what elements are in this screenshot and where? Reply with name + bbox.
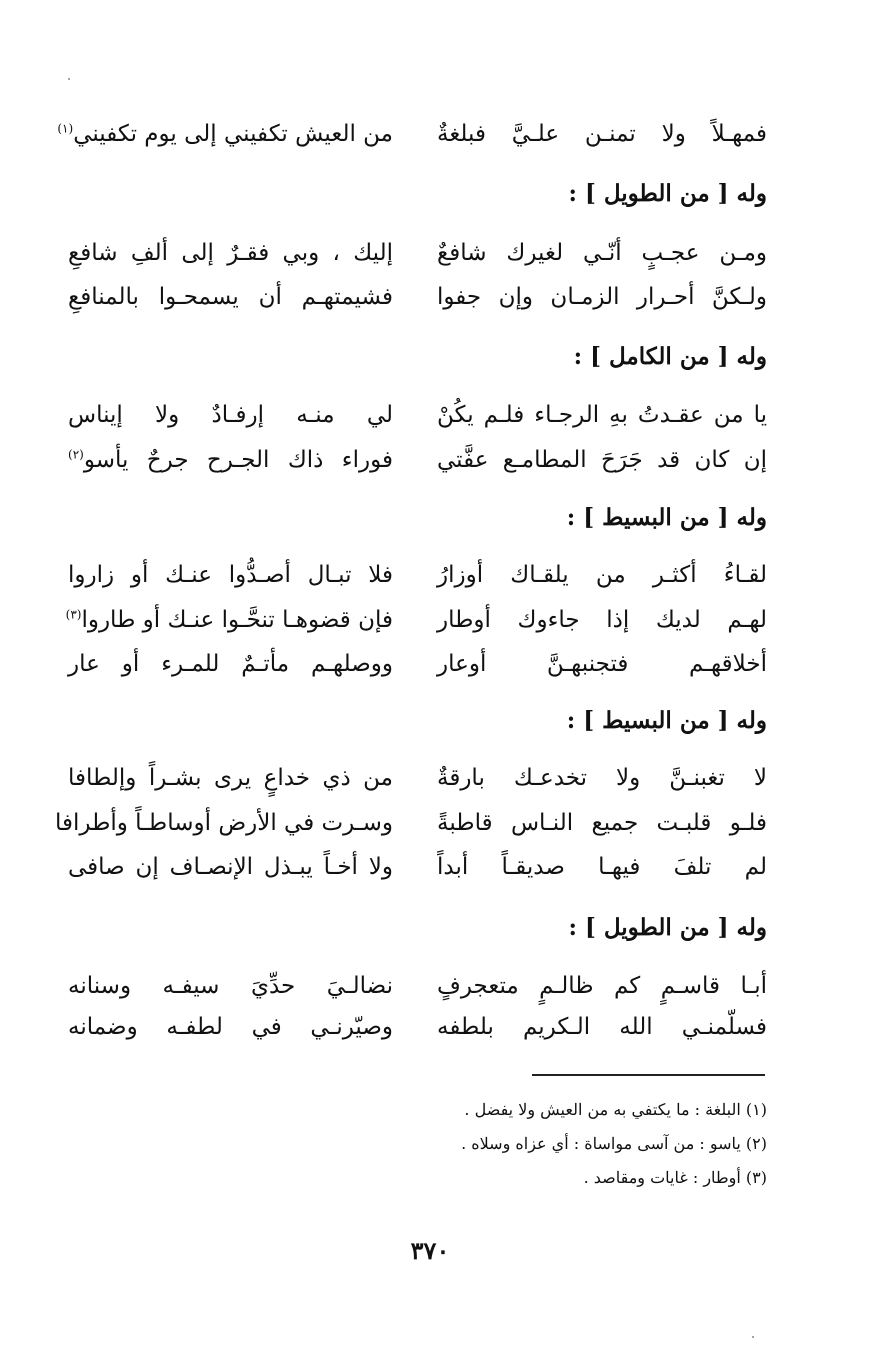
verse-1-first-hemistich: فمهـلاً ولا تمنـن علـيَّ فبلغةٌ [437,121,767,147]
poem-5-heading: وله [ من البسيط ] : [566,707,767,734]
poem-2-verse-1-first: ومـن عجـبٍ أنّـي لغيرك شافعٌ [437,240,767,266]
poem-5-verse-3-first: لم تلفَ فيهـا صديقـاً أبداً [437,854,767,880]
poem-3-heading: وله [ من الكامل ] : [573,343,767,370]
page-number: ٣٧٠ [410,1236,450,1265]
poem-6-verse-2-first: فسلّمنـي الله الـكريم بلطفه [437,1014,767,1040]
poem-4-verse-3-first: أخلاقهـم فتجنبهـنَّ أوعار [437,651,767,677]
poem-2-verse-1-second: إليك ، وبي فقـرٌ إلى ألفِ شافعِ [68,240,393,266]
poem-5-verse-3-second: ولا أخـاً يبـذل الإنصـاف إن صافى [68,854,393,880]
poem-4-verse-2-first: لهـم لديك إذا جاءوك أوطار [437,607,767,633]
poem-6-verse-1-second: نضالـيَ حدِّيَ سيفـه وسنانه [68,973,393,999]
poem-5-verse-2-first: فلـو قلبـت جميع النـاس قاطبةً [437,810,767,836]
footnote-3: (٣) أوطار : غايات ومقاصد . [583,1168,767,1187]
poem-5-verse-1-second: من ذي خداعٍ يرى بشـراً وإلطافا [68,765,393,791]
footnote-separator [532,1074,765,1076]
verse-text: من العيش تكفيني إلى يوم تكفيني [73,121,393,147]
footnote-2: (٢) ياسو : من آسى مواساة : أي عزاه وسلاه . [461,1134,767,1153]
poem-3-verse-2-first: إن كان قد جَرَحَ المطامـع عفَّتي [437,447,767,473]
poem-4-verse-2-second [65,600,393,640]
poem-5-verse-1-first: لا تغبنـنَّ ولا تخدعـك بارقةٌ [437,765,767,791]
poem-6-heading: وله [ من الطويل ] : [568,914,767,941]
poem-3-verse-1-second: لي منـه إرفـادٌ ولا إيناس [68,402,393,428]
poem-4-verse-3-second: ووصلهـم مأتـمٌ للمـرء أو عار [68,651,393,677]
poem-5-verse-2-second: وسـرت في الأرض أوساطـاً وأطرافا [54,810,393,836]
poem-6-verse-2-second: وصيّرنـي في لطفـه وضمانه [68,1014,393,1040]
poem-3-verse-2-second [68,440,393,480]
scan-speck [68,78,70,80]
poem-4-verse-1-first: لقـاءُ أكثـر من يلقـاك أوزارُ [437,562,767,588]
footnote-1: (١) البلغة : ما يكتفي به من العيش ولا يفضل . [464,1100,767,1119]
poem-4-heading: وله [ من البسيط ] : [566,504,767,531]
poem-4-verse-1-second: فلا تبـال أصـدُّوا عنـك أو زاروا [68,562,393,588]
footnote-mark-2: (٢) [68,447,84,462]
poem-2-heading: وله [ من الطويل ] : [568,180,767,207]
poem-6-verse-1-first: أبـا قاسـمٍ كم ظالـمٍ متعجرفٍ [437,973,767,999]
verse-1-second-hemistich [57,114,393,154]
scan-speck [752,1336,754,1338]
poem-2-verse-2-first: ولـكنَّ أحـرار الزمـان وإن جفوا [437,284,767,310]
verse-text: فوراء ذاك الجـرح جرحٌ يأسو [83,447,393,473]
footnote-mark-1: (١) [57,121,74,136]
verse-text: فإن قضوهـا تنحَّـوا عنـك أو طاروا [81,607,393,633]
poem-2-verse-2-second: فشيمتهـم أن يسمحـوا بالمنافعِ [68,284,393,310]
footnote-mark-3: (٣) [65,607,82,622]
poem-3-verse-1-first: يا من عقـدتُ بهِ الرجـاء فلـم يكُنْ [437,402,767,428]
